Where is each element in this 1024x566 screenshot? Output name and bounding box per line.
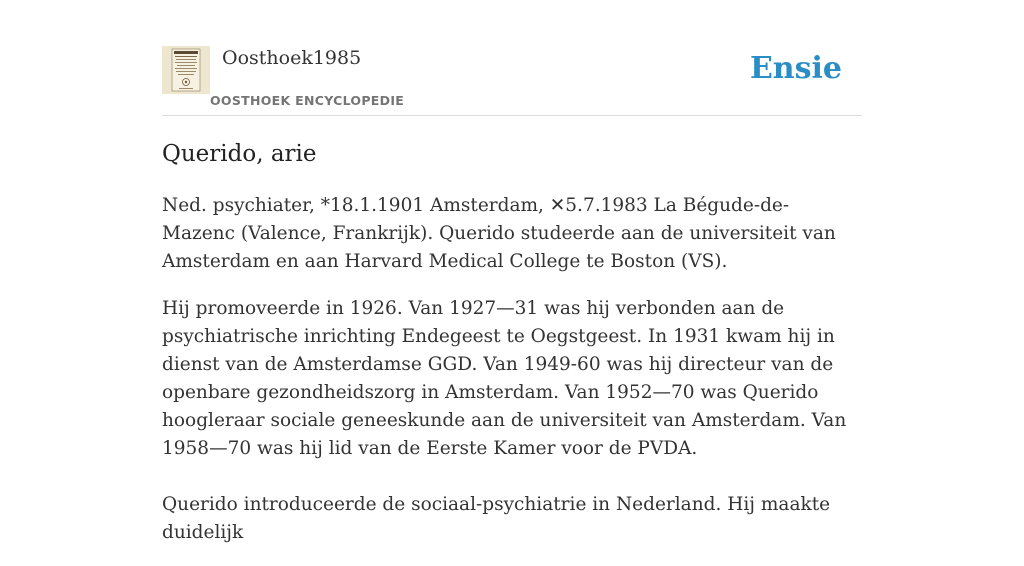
author-name[interactable]: Oosthoek1985 (222, 47, 362, 69)
article-title: Querido, arie (162, 141, 317, 167)
article-page (162, 0, 862, 543)
article-paragraph-1: Ned. psychiater, *18.1.1901 Amsterdam, ✕5.7.1983 La Bégude-de-Mazenc (Valence, Frankrijk). Querido studeerde aan de universiteit van Amsterdam en aan Harvard Medical College te Boston (VS). (162, 195, 836, 272)
book-cover-icon[interactable] (162, 46, 210, 94)
article-paragraph-3: Querido introduceerde de sociaal-psychiatrie in Nederland. Hij maakte duidelijk (162, 494, 831, 543)
article-body (162, 192, 862, 566)
ensie-logo[interactable]: Ensie (749, 51, 842, 86)
article-header (162, 0, 862, 116)
publisher-label[interactable]: OOSTHOEK ENCYCLOPEDIE (210, 93, 405, 108)
article-paragraph-2: Hij promoveerde in 1926. Van 1927—31 was hij verbonden aan de psychiatrische inrichting Endegeest te Oegstgeest. In 1931 kwam hij in dienst van de Amsterdamse GGD. Van 1949-60 was hij directeur van de openbare gezondheidszorg in Amsterdam. Van 1952—70 was Querido hoogleraar sociale geneeskunde aan de universiteit van Amsterdam. Van 1958—70 was hij lid van de Eerste Kamer voor de PVDA. (162, 298, 847, 459)
